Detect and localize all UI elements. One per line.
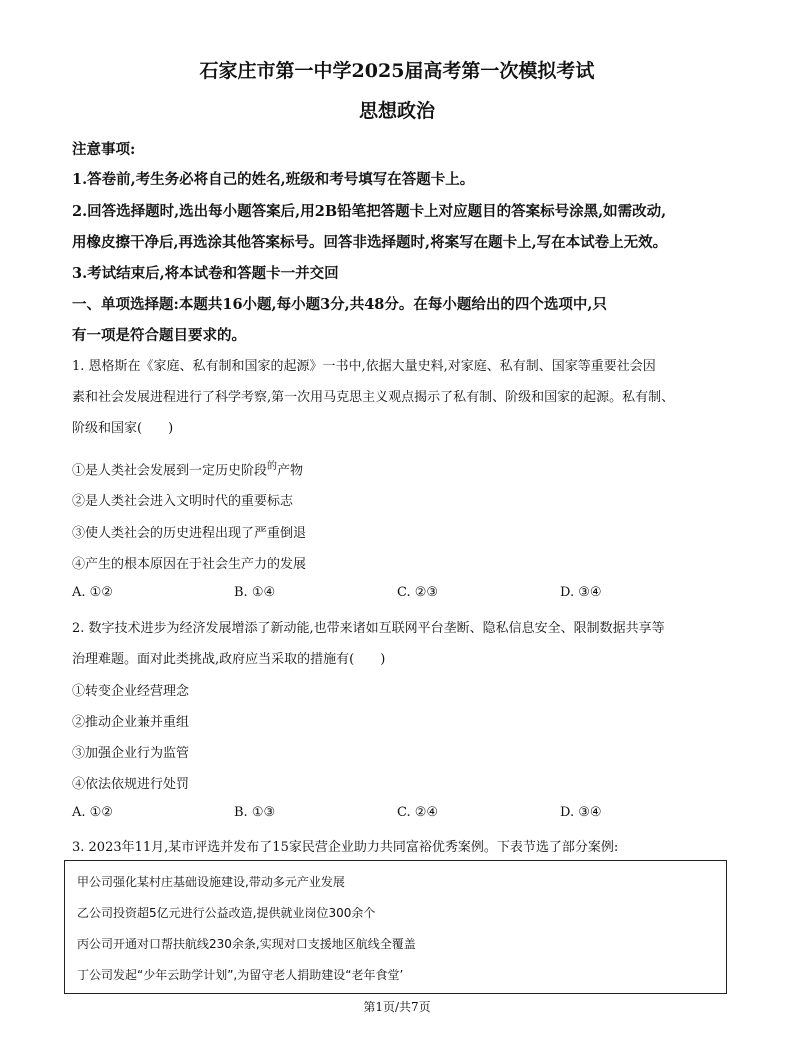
- case-table-row: 丁公司发起“少年云助学计划”,为留守老人捐助建设“老年食堂’: [77, 968, 404, 982]
- q1-statement-1-text: ①是人类社会发展到一定历史阶段: [72, 463, 268, 479]
- notice-item-2-line-2: 用橡皮擦干净后,再选涂其他答案标号。回答非选择题时,将案写在题卡上,写在本试卷上无效。: [72, 234, 668, 251]
- q1-statement-1-sup: 的: [267, 461, 278, 472]
- notice-item-3: 3.考试结束后,将本试卷和答题卡一并交回: [72, 265, 339, 282]
- q2-statement-3: ③加强企业行为监管: [72, 746, 190, 761]
- q2-option-b: B. ①③: [234, 805, 276, 820]
- q1-option-a: A. ①②: [72, 585, 113, 600]
- section-heading-line-2: 有一项是符合题目要求的。: [72, 327, 246, 344]
- case-table: [64, 860, 727, 994]
- case-table-row: 丙公司开通对口帮扶航线230余条,实现对口支援地区航线全覆盖: [77, 937, 416, 951]
- q2-stem-line-2: 治理难题。面对此类挑战,政府应当采取的措施有( ): [72, 652, 386, 667]
- q1-statement-2: ②是人类社会进入文明时代的重要标志: [72, 494, 294, 509]
- q2-statement-1: ①转变企业经营理念: [72, 684, 190, 699]
- q1-option-c: C. ②③: [397, 585, 439, 600]
- case-table-row: 甲公司强化某村庄基础设施建设,带动多元产业发展: [77, 875, 345, 889]
- q1-stem-line-3: 阶级和国家( ): [72, 421, 174, 436]
- notice-item-1: 1.答卷前,考生务必将自己的姓名,班级和考号填写在答题卡上。: [72, 171, 475, 188]
- exam-title: 石家庄市第一中学2025届高考第一次模拟考试: [199, 60, 595, 82]
- q1-stem-line-2: 素和社会发展进程进行了科学考察,第一次用马克思主义观点揭示了私有制、阶级和国家的起源。私有制、: [72, 390, 675, 405]
- section-heading-line-1: 一、单项选择题:本题共16小题,每小题3分,共48分。在每小题给出的四个选项中,只: [72, 296, 607, 313]
- q2-statement-4: ④依法依规进行处罚: [72, 777, 190, 792]
- q1-statement-1-tail: 产物: [277, 463, 304, 479]
- notice-item-2-line-1: 2.回答选择题时,选出每小题答案后,用2B铅笔把答题卡上对应题目的答案标号涂黑,如需改动,: [72, 203, 667, 220]
- q2-option-d: D. ③④: [560, 805, 602, 820]
- q2-option-c: C. ②④: [397, 805, 439, 820]
- q1-statement-4: ④产生的根本原因在于社会生产力的发展: [72, 557, 307, 572]
- q1-statement-1: [72, 457, 303, 478]
- case-table-row: 乙公司投资超5亿元进行公益改造,提供就业岗位300余个: [77, 906, 376, 920]
- q2-statement-2: ②推动企业兼并重组: [72, 715, 190, 730]
- q1-option-b: B. ①④: [234, 585, 276, 600]
- q1-statement-3: ③使人类社会的历史进程出现了严重倒退: [72, 526, 307, 541]
- q2-stem-line-1: 2. 数字技术进步为经济发展增添了新动能,也带来诸如互联网平台垄断、隐私信息安全、限制数据共享等: [72, 621, 665, 636]
- page-number: 第1页/共7页: [363, 1000, 431, 1014]
- notice-heading: 注意事项:: [72, 141, 136, 158]
- subject-title: 思想政治: [358, 100, 435, 122]
- q2-option-a: A. ①②: [72, 805, 113, 820]
- q1-option-d: D. ③④: [560, 585, 602, 600]
- q1-stem-line-1: 1. 恩格斯在《家庭、私有制和国家的起源》一书中,依据大量史料,对家庭、私有制、国家等重要社会因: [72, 359, 656, 374]
- q3-stem: 3. 2023年11月,某市评选并发布了15家民营企业助力共同富裕优秀案例。下表节选了部分案例:: [72, 840, 619, 855]
